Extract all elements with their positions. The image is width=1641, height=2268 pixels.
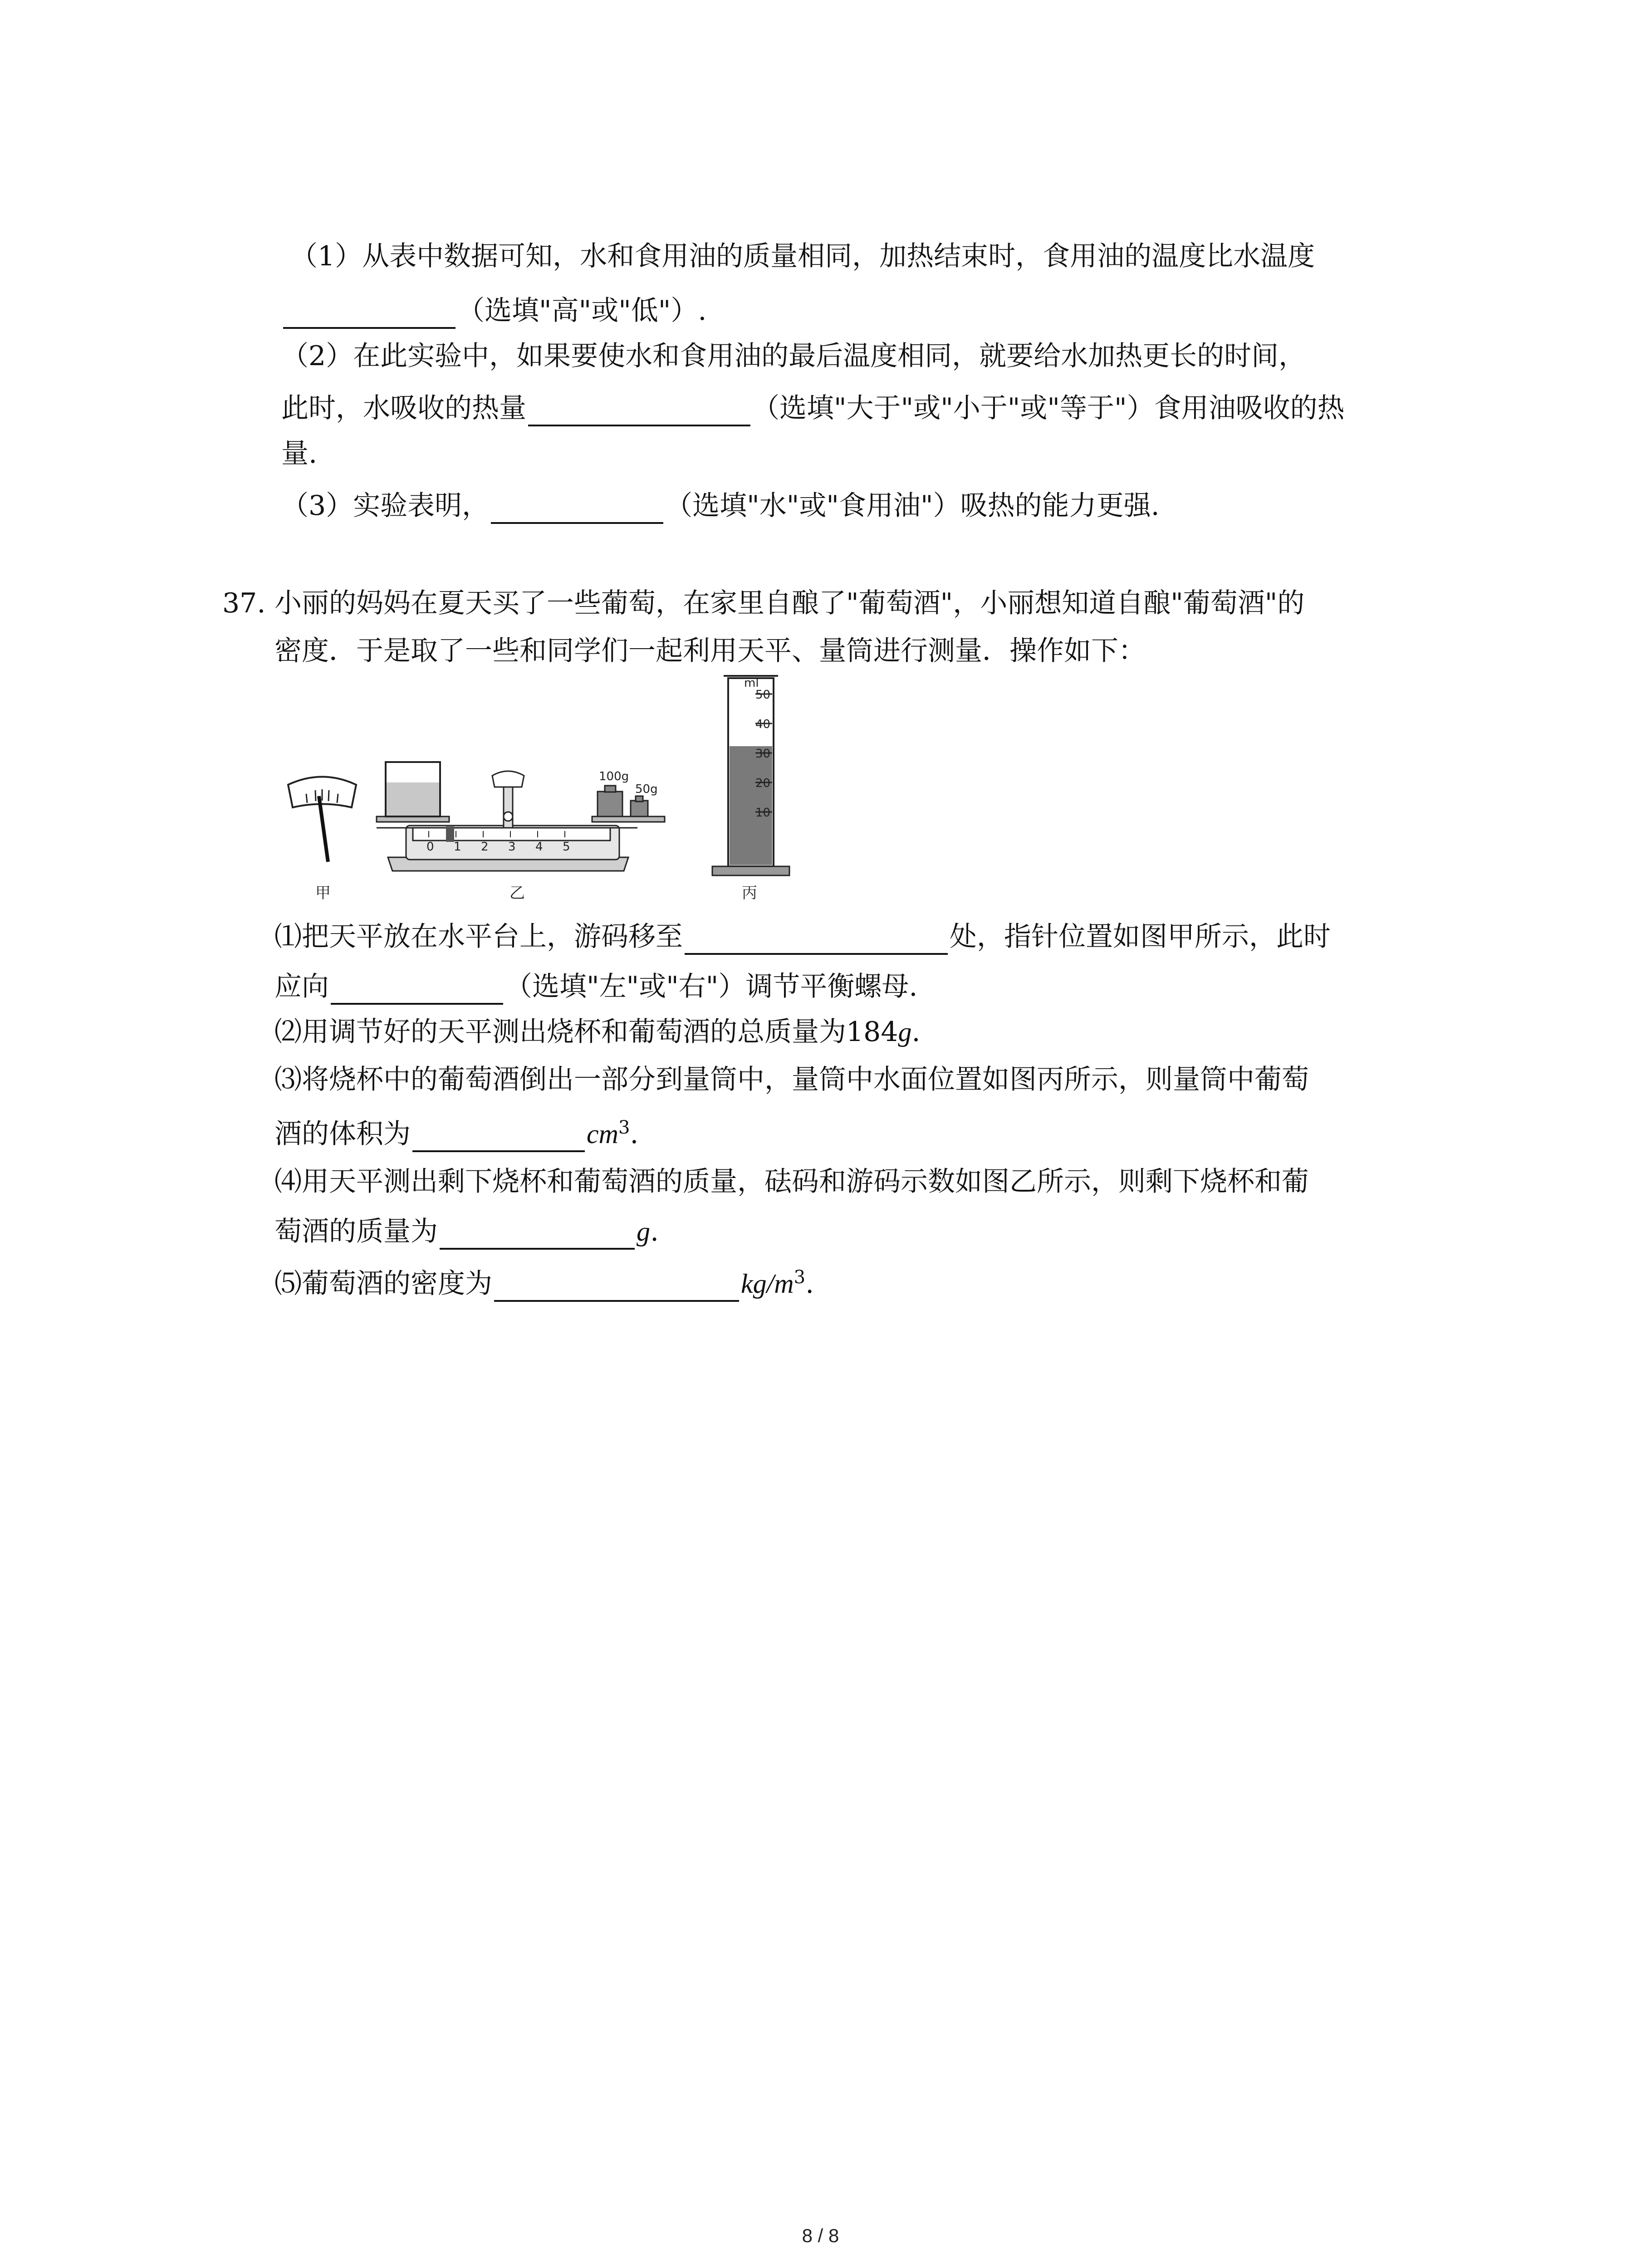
q37-step3-line1: ⑶将烧杯中的葡萄酒倒出一部分到量筒中，量筒中水面位置如图丙所示，则量筒中葡萄 [274, 1064, 1309, 1095]
cylinder-tick-50: 50 [755, 688, 771, 702]
figure-label-b: 乙 [509, 884, 525, 902]
cylinder-unit-label: ml [744, 676, 759, 690]
q36-part2-line1: （2）在此实验中，如果要使水和食用油的最后温度相同，就要给水加热更长的时间， [281, 340, 1306, 372]
pointer-gauge-diagram [288, 777, 356, 862]
q37-step4-line2: 萄酒的质量为 g. [274, 1213, 659, 1250]
weight-50g-label: 50g [635, 782, 658, 796]
weight-100g-label: 100g [599, 770, 629, 783]
scale-tick-3: 3 [508, 840, 516, 854]
answer-blank-8[interactable] [494, 1272, 739, 1302]
answer-blank-6[interactable] [412, 1122, 585, 1152]
answer-blank-5[interactable] [331, 975, 503, 1005]
scale-tick-5: 5 [563, 840, 570, 854]
q37-step1-line2: 应向 （选填"左"或"右"）调节平衡螺母. [274, 968, 917, 1005]
answer-blank-1[interactable] [283, 299, 456, 329]
q36-part3-line: （3）实验表明， （选填"水"或"食用油"）吸热的能力更强. [281, 488, 1160, 524]
cylinder-tick-30: 30 [755, 747, 771, 761]
q36-part2-line3: 量. [281, 438, 318, 469]
q37-step3-line2: 酒的体积为 $cm^3$. [274, 1116, 639, 1152]
answer-blank-4[interactable] [685, 925, 948, 955]
cylinder-tick-10: 10 [755, 806, 771, 820]
scale-tick-0: 0 [426, 840, 434, 854]
q37-intro-line1: 小丽的妈妈在夏天买了一些葡萄，在家里自酿了"葡萄酒"，小丽想知道自酿"葡萄酒"的 [274, 587, 1305, 619]
scale-tick-2: 2 [481, 840, 489, 854]
q37-step5-line: ⑸葡萄酒的密度为 $kg/m^3$. [274, 1266, 814, 1302]
q36-part1-line1: （1）从表中数据可知，水和食用油的质量相同，加热结束时，食用油的温度比水温度 [290, 240, 1315, 272]
answer-blank-7[interactable] [440, 1220, 635, 1250]
q37-step4-line1: ⑷用天平测出剩下烧杯和葡萄酒的质量，砝码和游码示数如图乙所示，则剩下烧杯和葡 [274, 1166, 1309, 1198]
cylinder-tick-40: 40 [755, 718, 771, 731]
q36-part2-line2: 此时，水吸收的热量 （选填"大于"或"小于"或"等于"）食用油吸收的热 [281, 390, 1345, 426]
q37-step1-line1: ⑴把天平放在水平台上，游码移至 处，指针位置如图甲所示，此时 [274, 919, 1331, 955]
figure-label-c: 丙 [742, 884, 757, 902]
experiment-figure [274, 671, 864, 907]
q36-part1-line2: （选填"高"或"低"）. [281, 293, 706, 329]
scale-tick-4: 4 [535, 840, 543, 854]
answer-blank-3[interactable] [491, 494, 663, 524]
q37-intro-line2: 密度．于是取了一些和同学们一起利用天平、量筒进行测量．操作如下： [274, 635, 1146, 667]
q37-step2-line: ⑵用调节好的天平测出烧杯和葡萄酒的总质量为184g. [274, 1016, 921, 1048]
answer-blank-2[interactable] [528, 396, 750, 426]
scale-tick-1: 1 [454, 840, 461, 854]
figure-label-a: 甲 [315, 884, 331, 902]
question-number-37: 37. [222, 587, 266, 619]
measuring-cylinder-diagram [712, 676, 789, 875]
page-number: 8 / 8 [802, 2225, 839, 2246]
cylinder-tick-20: 20 [755, 777, 771, 790]
